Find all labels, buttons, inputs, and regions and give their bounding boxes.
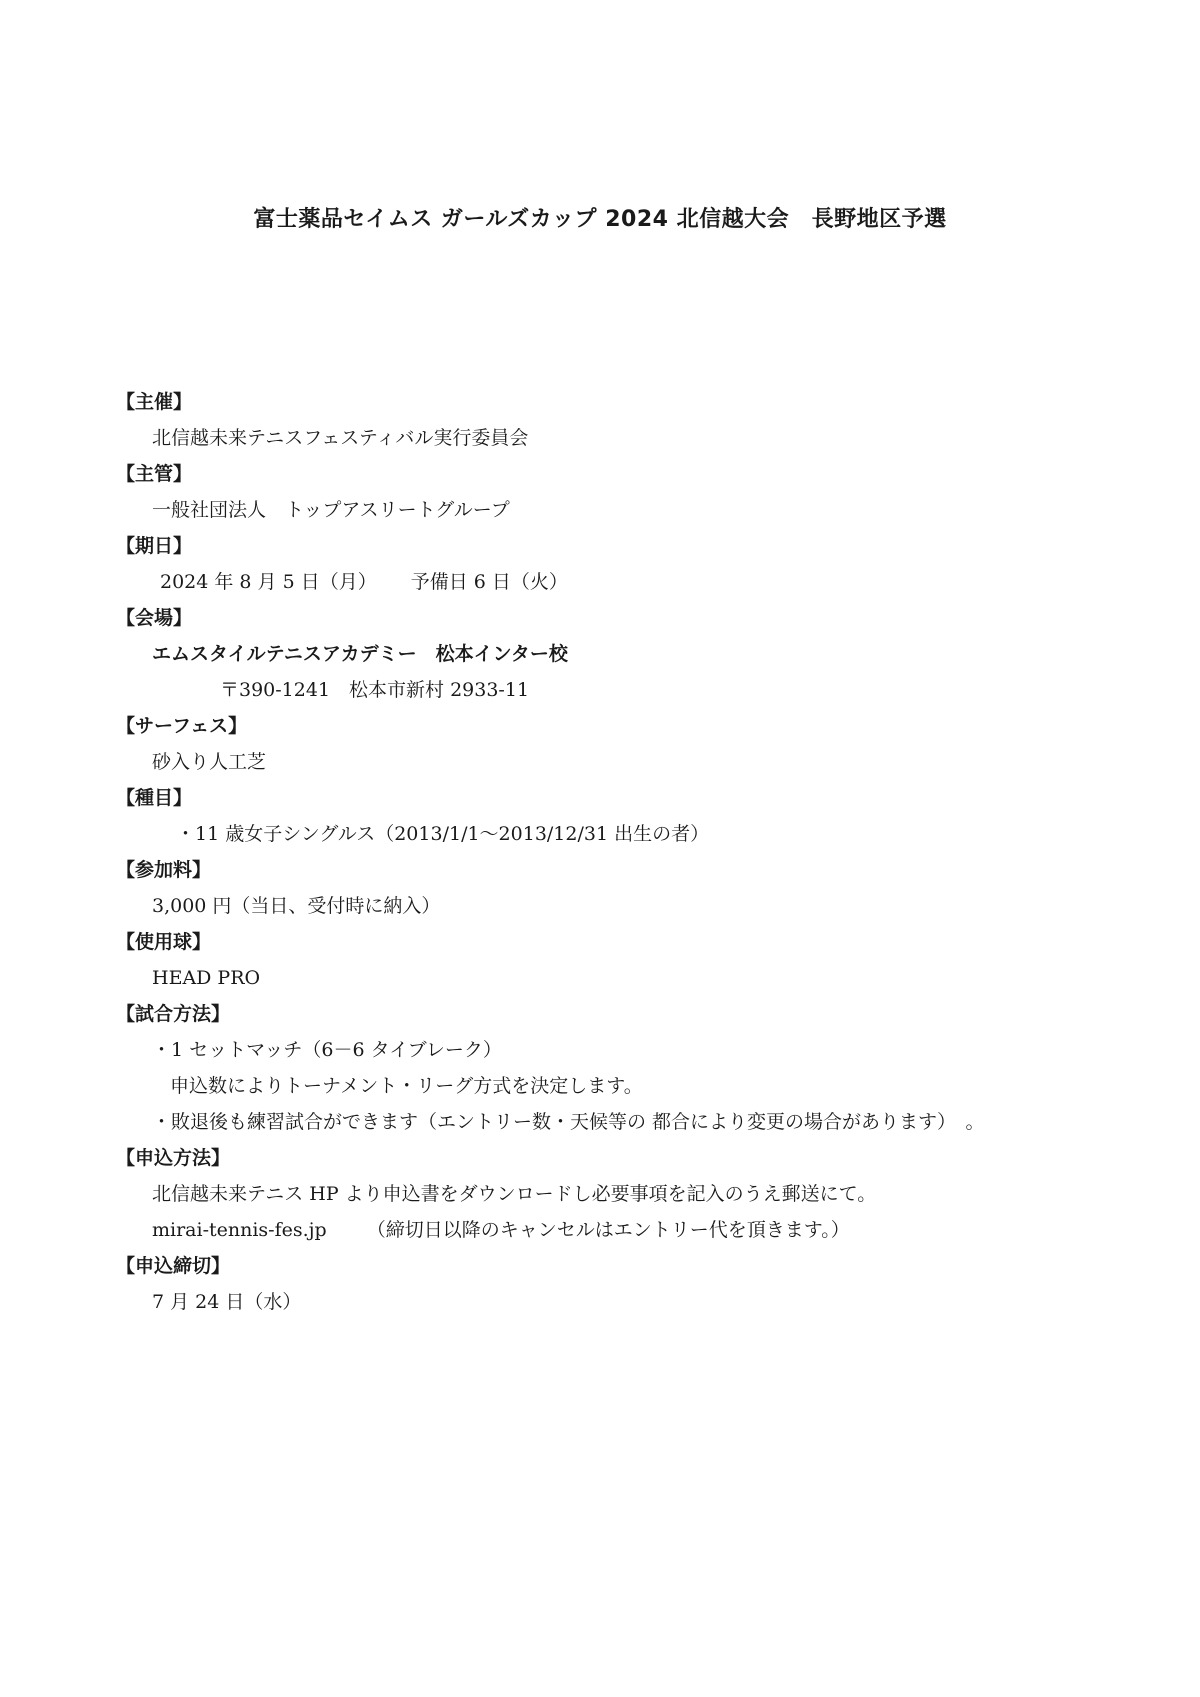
date-line [116,564,1176,600]
organizer-text: 北信越未来テニスフェスティバル実行委員会 [152,427,529,449]
section-heading-organizer: 【主催】 [116,391,193,413]
match-format-line-3: ・敗退後も練習試合ができます（エントリー数・天候等の 都合により変更の場合があります） 。 [152,1111,985,1133]
section-heading-application: 【申込方法】 [116,1147,231,1169]
management-text: 一般社団法人 トップアスリートグループ [152,499,510,521]
cancellation-note: （締切日以降のキャンセルはエントリー代を頂きます。） [366,1219,850,1241]
section-heading-venue: 【会場】 [116,607,193,629]
section-heading-ball: 【使用球】 [116,931,212,953]
deadline-text: 7 月 24 日（水） [152,1291,302,1313]
venue-name: エムスタイルテニスアカデミー 松本インター校 [152,643,568,665]
section-heading-management: 【主管】 [116,463,193,485]
match-format-line-1: ・1 セットマッチ（6－6 タイブレーク） [152,1039,502,1061]
venue-address: 〒390-1241 松本市新村 2933-11 [220,679,530,701]
application-url-line [116,1212,1176,1248]
fee-text: 3,000 円（当日、受付時に納入） [152,895,441,917]
surface-text: 砂入り人工芝 [152,751,267,773]
section-heading-match-format: 【試合方法】 [116,1003,231,1025]
section-heading-event: 【種目】 [116,787,193,809]
date-main: 2024 年 8 月 5 日（月） [160,571,377,593]
section-heading-fee: 【参加料】 [116,859,212,881]
section-heading-deadline: 【申込締切】 [116,1255,231,1277]
document-title: 富士薬品セイムス ガールズカップ 2024 北信越大会 長野地区予選 [253,207,947,232]
section-heading-date: 【期日】 [116,535,193,557]
ball-text: HEAD PRO [152,967,261,989]
match-format-line-2: 申込数によりトーナメント・リーグ方式を決定します。 [170,1075,643,1097]
section-heading-surface: 【サーフェス】 [116,715,248,737]
document-body [116,384,1176,1320]
application-text: 北信越未来テニス HP より申込書をダウンロードし必要事項を記入のうえ郵送にて。 [152,1183,877,1205]
application-url[interactable]: mirai-tennis-fes.jp [152,1219,327,1241]
event-text: ・11 歳女子シングルス（2013/1/1～2013/12/31 出生の者） [176,823,710,845]
date-reserve: 予備日 6 日（火） [410,571,568,593]
